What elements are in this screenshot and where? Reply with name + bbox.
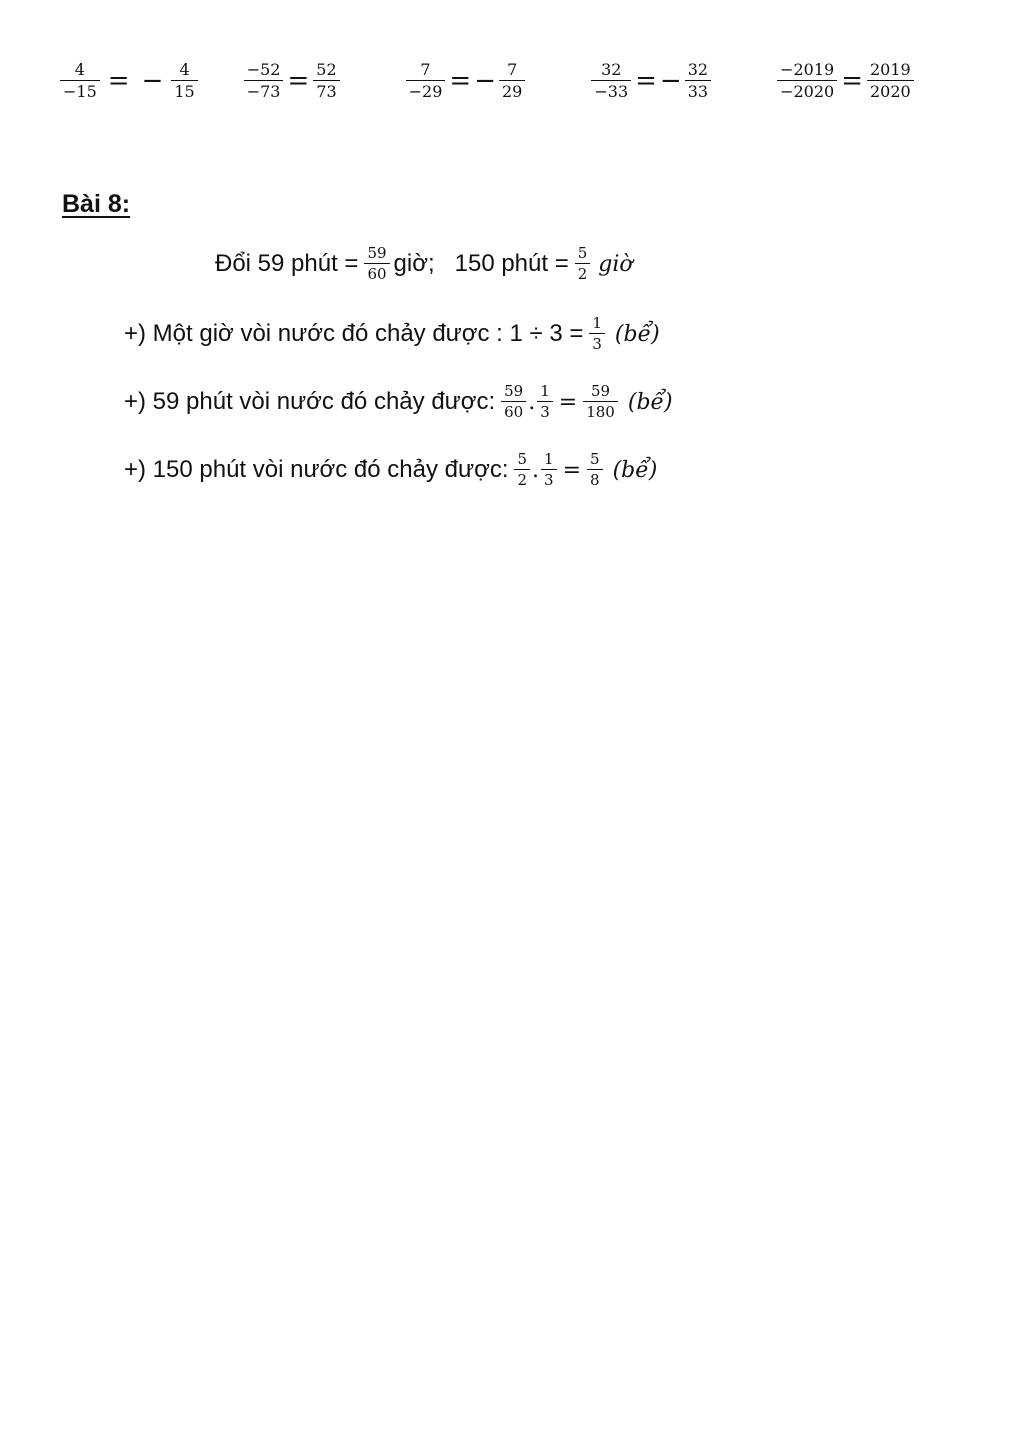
line-text: +) Một giờ vòi nước đó chảy được : 1 ÷ 3 = — [124, 320, 584, 347]
line-text: +) 59 phút vòi nước đó chảy được: — [124, 388, 496, 415]
equals-sign: = — [107, 66, 130, 96]
fraction — [777, 62, 837, 100]
unit-label: (bể) — [614, 321, 660, 347]
denominator: 2020 — [867, 80, 914, 100]
unit-label: giờ — [598, 251, 633, 277]
equation-2 — [242, 62, 342, 100]
solution-line-3 — [124, 452, 657, 488]
section-heading: Bài 8: — [62, 190, 131, 218]
denominator: 60 — [501, 401, 526, 420]
numerator: 5 — [517, 450, 528, 468]
fraction — [589, 316, 605, 352]
denominator: 3 — [541, 469, 557, 488]
numerator: −52 — [246, 60, 281, 79]
denominator: 33 — [685, 80, 711, 100]
numerator: 5 — [590, 450, 600, 468]
equation-3 — [404, 62, 528, 100]
numerator: 59 — [590, 382, 611, 400]
denominator: 8 — [587, 469, 603, 488]
multiply-dot: . — [532, 457, 540, 483]
unit-label: (bể) — [612, 457, 658, 483]
denominator: −2020 — [777, 80, 837, 100]
denominator: 3 — [537, 401, 553, 420]
fraction — [514, 452, 530, 488]
denominator: 2 — [575, 263, 591, 282]
conversion-text: Đổi 59 phút = — [215, 250, 359, 277]
equals-sign: = — [562, 457, 582, 483]
numerator: 4 — [179, 60, 190, 79]
minus-sign: − — [141, 66, 164, 96]
numerator: 2019 — [870, 60, 911, 79]
conversion-line — [215, 246, 633, 282]
fraction — [591, 62, 631, 100]
fraction — [60, 62, 100, 100]
minus-sign: − — [474, 66, 496, 96]
numerator: 1 — [540, 382, 550, 400]
denominator: 60 — [364, 263, 389, 282]
numerator: −2019 — [780, 60, 835, 79]
equals-sign: = — [841, 66, 863, 96]
equals-sign: = — [635, 66, 657, 96]
numerator: 7 — [507, 60, 518, 79]
fraction — [583, 384, 618, 420]
denominator: −29 — [406, 80, 446, 100]
fraction — [364, 246, 389, 282]
denominator: 29 — [499, 80, 525, 100]
denominator: 3 — [589, 333, 605, 352]
minus-sign: − — [659, 66, 682, 96]
equals-sign: = — [287, 66, 310, 96]
fraction — [313, 62, 339, 100]
denominator: 2 — [514, 469, 530, 488]
fraction — [171, 62, 197, 100]
equals-sign: = — [558, 389, 578, 415]
fraction — [537, 384, 553, 420]
numerator: 4 — [74, 60, 85, 79]
denominator: 15 — [171, 80, 197, 100]
solution-line-2 — [124, 384, 673, 420]
fraction — [499, 62, 525, 100]
fraction — [541, 452, 557, 488]
line-text: +) 150 phút vòi nước đó chảy được: — [124, 456, 509, 483]
denominator: 73 — [313, 80, 339, 100]
multiply-dot: . — [528, 389, 536, 415]
numerator: 1 — [592, 314, 602, 332]
conversion-text-mid: giờ; 150 phút = — [393, 250, 569, 277]
fraction — [406, 62, 446, 100]
denominator: −33 — [591, 80, 631, 100]
equation-4 — [589, 62, 713, 100]
equals-sign: = — [449, 66, 472, 96]
equation-5 — [775, 62, 916, 100]
fraction — [501, 384, 526, 420]
fraction — [587, 452, 603, 488]
fraction — [244, 62, 284, 100]
fraction — [867, 62, 914, 100]
numerator: 59 — [504, 382, 524, 400]
fraction — [685, 62, 711, 100]
numerator: 52 — [316, 60, 337, 79]
equation-1 — [58, 62, 200, 100]
solution-line-1 — [124, 316, 660, 352]
denominator: −15 — [60, 80, 100, 100]
numerator: 5 — [577, 244, 588, 262]
denominator: 180 — [583, 401, 618, 420]
numerator: 7 — [420, 60, 431, 79]
numerator: 1 — [544, 450, 554, 468]
numerator: 32 — [687, 60, 709, 79]
unit-label: (bể) — [627, 389, 673, 415]
fraction — [575, 246, 591, 282]
numerator: 32 — [601, 60, 622, 79]
denominator: −73 — [244, 80, 284, 100]
numerator: 59 — [367, 244, 387, 262]
equation-row — [58, 62, 916, 100]
